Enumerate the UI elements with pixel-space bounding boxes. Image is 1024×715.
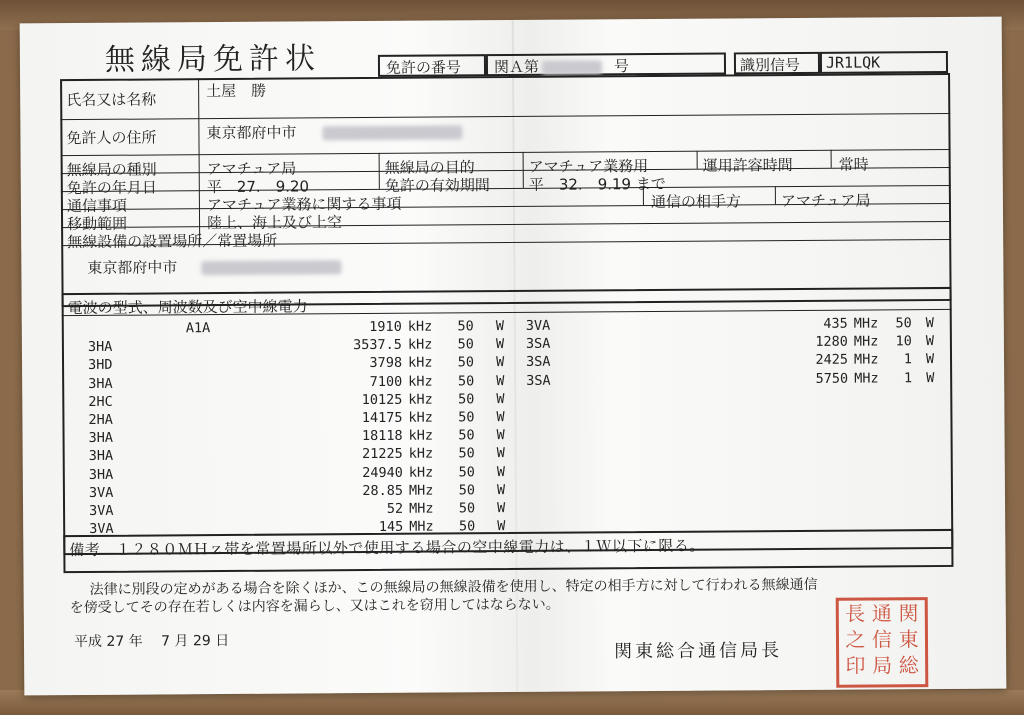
frequency: 14175 xyxy=(361,409,403,427)
purpose: アマチュア業務用 xyxy=(528,157,649,176)
frequency: 145 xyxy=(378,518,404,536)
power: 50 xyxy=(458,482,475,499)
issuer: 関東総合通信局長 xyxy=(613,640,783,663)
license-no-redacted xyxy=(542,57,602,75)
emission-mode: 3VA xyxy=(525,317,551,334)
frequency: 24940 xyxy=(362,464,403,481)
seal-glyph: 局 xyxy=(872,653,893,678)
power: 50 xyxy=(458,427,475,444)
frequency-unit: MHz xyxy=(853,315,879,332)
power-unit: W xyxy=(495,336,505,353)
frequency-unit: kHz xyxy=(408,445,434,463)
location-label: 無線設備の設置場所／常置場所 xyxy=(67,231,278,252)
seal-glyph: 通 xyxy=(871,601,892,626)
frequency-unit: MHz xyxy=(408,482,434,499)
power: 1 xyxy=(903,369,913,386)
power-unit: W xyxy=(925,333,935,350)
notice-line-2: を傍受してその存在若しくは内容を漏らし、又はこれを窃用してはならない。 xyxy=(69,596,560,617)
frequency-unit: MHz xyxy=(853,333,879,350)
emission-mode: A1A xyxy=(185,320,211,337)
location: 東京都府中市 xyxy=(87,258,178,277)
station-type-label: 無線局の種別 xyxy=(66,160,157,180)
power: 50 xyxy=(458,445,475,462)
license-no-label: 免許の番号 xyxy=(385,58,462,77)
expiry-label: 免許の有効期間 xyxy=(384,176,490,195)
emission-mode: 3HA xyxy=(88,466,114,483)
power: 50 xyxy=(457,336,474,353)
emission-mode: 3HA xyxy=(87,338,113,356)
frequency: 2425 xyxy=(815,352,849,369)
seal-glyph: 之 xyxy=(845,627,866,652)
name-label: 氏名又は名称 xyxy=(66,90,157,110)
expiry: 平 32. 9.19 まで xyxy=(528,174,666,194)
seal-glyph: 信 xyxy=(871,627,893,652)
power-unit: W xyxy=(496,427,505,444)
power-unit: W xyxy=(496,390,505,407)
col-divider xyxy=(831,150,832,168)
emission-mode: 3SA xyxy=(526,372,551,389)
frequency: 7100 xyxy=(369,373,403,390)
remarks: 備考 １２８０ＭＨｚ帯を常置場所以外で使用する場合の空中線電力は、１Ｗ以下に限る。 xyxy=(69,536,705,560)
power: 50 xyxy=(457,391,475,408)
license-date: 平 27. 9.20 xyxy=(206,177,310,197)
issue-date: 平成 27 年 7 月 29 日 xyxy=(73,632,230,651)
seal-glyph: 総 xyxy=(898,653,919,678)
power-unit: W xyxy=(497,518,506,535)
frequency-unit: MHz xyxy=(853,351,879,369)
frequency: 52 xyxy=(386,500,404,517)
callsign-label: 識別信号 xyxy=(739,55,801,75)
partner: アマチュア局 xyxy=(780,191,871,211)
power-unit: W xyxy=(495,354,505,371)
power: 10 xyxy=(895,333,912,350)
frequency-unit: kHz xyxy=(407,354,433,372)
holder-name: 土屋 勝 xyxy=(206,81,267,101)
frequency: 435 xyxy=(823,315,848,332)
frequency: 18118 xyxy=(361,427,403,445)
frequency: 10125 xyxy=(361,391,403,408)
power-unit: W xyxy=(926,369,935,386)
power: 50 xyxy=(457,372,475,389)
frequency: 1280 xyxy=(815,333,848,351)
notice-line-1: 法律に別段の定めがある場合を除くほか、この無線局の無線設備を使用し、特定の相手方に対して行われる無線通信 xyxy=(89,576,818,598)
address: 東京都府中市 xyxy=(206,123,297,143)
range-label: 移動範囲 xyxy=(67,214,128,234)
power-unit: W xyxy=(925,351,935,368)
frequency: 21225 xyxy=(361,446,403,463)
power: 50 xyxy=(457,354,475,371)
emission-mode: 3VA xyxy=(88,484,114,501)
frequency-unit: kHz xyxy=(408,373,433,390)
power-unit: W xyxy=(925,315,934,332)
purpose-label: 無線局の目的 xyxy=(384,158,475,177)
emission-mode: 3HA xyxy=(88,375,113,392)
location-redacted xyxy=(201,257,341,276)
emission-mode: 2HC xyxy=(88,393,113,410)
power: 50 xyxy=(458,463,475,480)
emission-mode: 3VA xyxy=(89,520,114,538)
emission-mode: 3HD xyxy=(87,357,113,374)
power-unit: W xyxy=(496,409,505,426)
frequency-unit: kHz xyxy=(408,391,433,408)
callsign: JR1LQK xyxy=(825,53,881,72)
power: 50 xyxy=(458,518,476,535)
power-unit: W xyxy=(495,318,504,335)
emission-mode: 3VA xyxy=(89,502,114,519)
seal-glyph: 関 xyxy=(898,601,919,626)
hours: 常時 xyxy=(838,155,869,174)
frequency-unit: kHz xyxy=(408,409,433,426)
frequency: 3537.5 xyxy=(353,336,402,354)
frequency-unit: MHz xyxy=(854,370,879,387)
seal-glyph: 長 xyxy=(845,601,866,626)
power-unit: W xyxy=(497,500,506,517)
emission-mode: 3HA xyxy=(88,429,114,447)
seal-glyph: 印 xyxy=(845,653,866,678)
comm-label: 通信事項 xyxy=(66,196,128,216)
hours-label: 運用許容時間 xyxy=(702,156,793,175)
frequency-unit: kHz xyxy=(407,318,433,335)
license-no-suffix: 号 xyxy=(613,57,630,76)
emission-mode: 3HA xyxy=(88,448,114,465)
power-unit: W xyxy=(496,445,505,462)
frequency-unit: kHz xyxy=(408,464,434,481)
col-divider xyxy=(643,187,644,205)
address-label: 免許人の住所 xyxy=(66,128,157,148)
power: 50 xyxy=(457,318,474,335)
address-redacted xyxy=(322,122,462,141)
frequency-unit: MHz xyxy=(409,500,434,517)
col-divider xyxy=(697,151,698,169)
power-unit: W xyxy=(496,463,506,480)
emission-mode: 2HA xyxy=(88,411,113,428)
license-document xyxy=(20,17,1007,696)
power-unit: W xyxy=(496,372,505,389)
seal-glyph: 東 xyxy=(898,627,919,652)
station-type: アマチュア局 xyxy=(206,159,297,179)
col-divider xyxy=(775,186,776,204)
emission-mode: 3SA xyxy=(525,354,551,371)
frequency: 3798 xyxy=(369,355,403,372)
frequency: 28.85 xyxy=(362,482,403,499)
frequency-unit: kHz xyxy=(407,336,433,353)
power: 1 xyxy=(903,351,913,368)
power: 50 xyxy=(458,409,475,426)
range: 陸上、海上及び上空 xyxy=(207,213,343,233)
date-label: 免許の年月日 xyxy=(66,178,157,198)
frequency-unit: kHz xyxy=(408,427,434,444)
frequency-unit: MHz xyxy=(409,518,434,535)
power: 50 xyxy=(458,500,476,517)
frequency: 1910 xyxy=(369,318,402,336)
official-seal xyxy=(836,597,929,688)
freq-label: 電波の型式、周波数及び空中線電力 xyxy=(67,297,308,318)
partner-label: 通信の相手方 xyxy=(650,192,742,212)
power: 50 xyxy=(895,315,912,332)
frequency: 5750 xyxy=(815,370,849,387)
power-unit: W xyxy=(496,481,506,498)
document-title: 無線局免許状 xyxy=(104,41,322,78)
emission-mode: 3SA xyxy=(525,335,551,353)
comm: アマチュア業務に関する事項 xyxy=(206,194,402,215)
license-no-prefix: 関Ａ第 xyxy=(493,57,540,77)
